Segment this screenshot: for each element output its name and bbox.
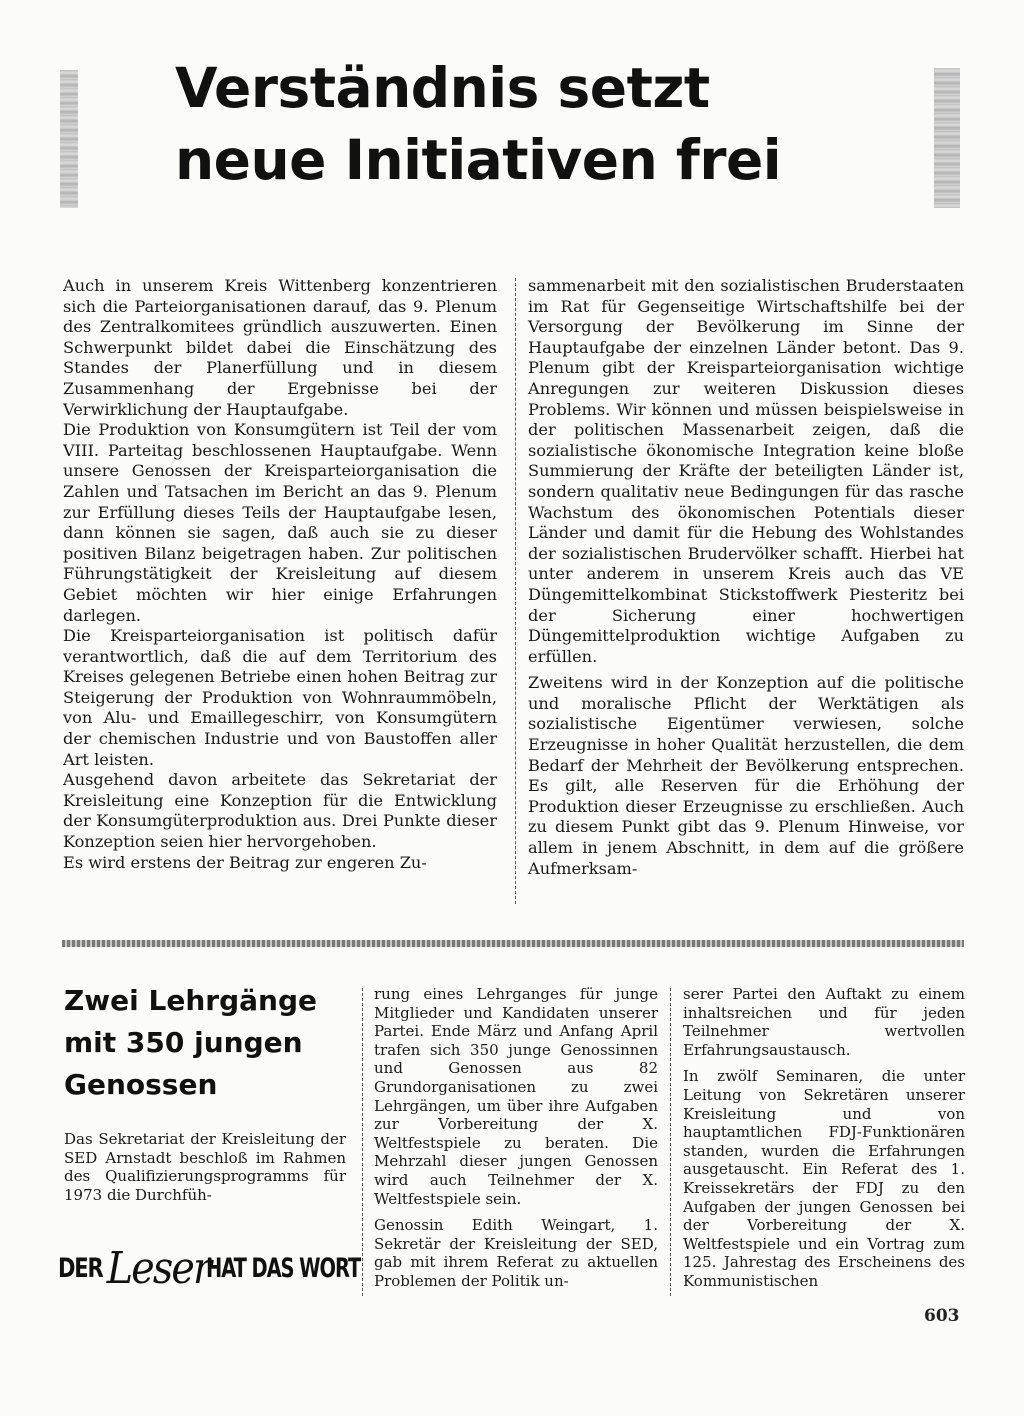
column-divider: [670, 988, 671, 1296]
logo-leser: Leser: [106, 1242, 211, 1294]
second-article-column-2: [374, 985, 658, 1291]
article-headline: [175, 52, 895, 196]
section-separator: [62, 940, 964, 947]
paragraph: rung eines Lehrganges für junge Mitglieder und Kandidaten unserer Partei. Ende März und Anfang April trafen sich 350 junge Genossinnen und Genossen aus 82 Grundorganisationen zu zwei Lehrgängen, um über ihre Aufgaben zur Vorbereitung der X. Weltfestspiele zu beraten. Die Mehrzahl dieser jungen Genossen wird auch Teilnehmer der X. Weltfestspiele sein.: [374, 985, 658, 1208]
paragraph: Zweitens wird in der Konzeption auf die politische und moralische Pflicht der Werktätigen als sozialistische Eigentümer verwiesen, solche Erzeugnisse in hoher Qualität herzustellen, die dem Bedarf der Mehrheit der Bevölkerung entsprechen. Es gilt, alle Reserven für die Erhöhung der Produktion dieser Erzeugnisse zu erschließen. Auch zu diesem Punkt gibt das 9. Plenum Hinweise, vor allem in jenem Abschnitt, in dem auf die größere Aufmerksam-: [528, 673, 964, 878]
paragraph: serer Partei den Auftakt zu einem inhaltsreichen und für jeden Teilnehmer wertvollen Erfahrungsaustausch.: [683, 985, 965, 1059]
title-line: mit 350 jungen: [64, 1026, 303, 1059]
page-number: 603: [924, 1306, 960, 1326]
reader-forum-logo: [58, 1238, 361, 1298]
column-divider: [362, 988, 363, 1296]
paragraph: Die Produktion von Konsumgütern ist Teil der vom VIII. Parteitag beschlossenen Hauptaufgabe. Wenn unsere Genossen der Kreisparteiorganisation die Zahlen und Tatsachen im Bericht an das 9. Plenum zur Erfüllung dieses Teils der Hauptaufgabe lesen, dann können sie sagen, daß auch sie zu dieser positiven Bilanz beigetragen haben. Zur politischen Führungstätigkeit der Kreisleitung auf diesem Gebiet möchten wir hier einige Erfahrungen darlegen.: [63, 420, 497, 625]
paragraph: Das Sekretariat der Kreisleitung der SED Arnstadt beschloß im Rahmen des Qualifizierungsprogramms für 1973 die Durchfüh-: [64, 1130, 346, 1204]
paragraph: Genossin Edith Weingart, 1. Sekretär der Kreisleitung der SED, gab mit ihrem Referat zu aktuellen Problemen der Politik un-: [374, 1216, 658, 1290]
title-line: Zwei Lehrgänge: [64, 984, 317, 1017]
article-column-1: [63, 276, 497, 873]
left-margin-bar: [60, 70, 78, 208]
paragraph: sammenarbeit mit den sozialistischen Bruderstaaten im Rat für Gegenseitige Wirtschaftshilfe bei der Versorgung der Bevölkerung im Sinne der Hauptaufgabe der einzelnen Länder betont. Das 9. Plenum gibt der Kreisparteiorganisation wichtige Anregungen zur weiteren Diskussion dieses Problems. Wir können und müssen beispielsweise in der politischen Massenarbeit zeigen, daß die sozialistische ökonomische Integration keine bloße Summierung der Kräfte der beteiligten Länder ist, sondern qualitativ neue Bedingungen für das rasche Wachstum des ökonomischen Potentials dieser Länder und damit für die Hebung des Wohlstandes der sozialistischen Brudervölker schafft. Hierbei hat unter anderem in unserem Kreis auch das VE Düngemittelkombinat Stickstoffwerk Piesteritz bei der Sicherung einer hochwertigen Düngemittelproduktion wichtige Aufgaben zu erfüllen.: [528, 276, 964, 666]
second-article-column-3: [683, 985, 965, 1291]
second-article-title: [64, 980, 354, 1106]
logo-der: DER: [58, 1252, 103, 1284]
second-article-intro: [64, 1130, 346, 1204]
title-line: Genossen: [64, 1068, 218, 1101]
paragraph: Ausgehend davon arbeitete das Sekretariat der Kreisleitung eine Konzeption für die Entwicklung der Konsumgüterproduktion aus. Drei Punkte dieser Konzeption seien hier hervorgehoben.: [63, 770, 497, 852]
paragraph: Die Kreisparteiorganisation ist politisch dafür verantwortlich, daß die auf dem Territorium des Kreises gelegenen Betriebe einen hohen Beitrag zur Steigerung der Produktion von Wohnraummöbeln, von Alu- und Emaillegeschirr, von Konsumgütern der chemischen Industrie und von Baustoffen aller Art leisten.: [63, 626, 497, 769]
paragraph: Auch in unserem Kreis Wittenberg konzentrieren sich die Parteiorganisationen darauf, das 9. Plenum des Zentralkomitees gründlich auszuwerten. Einen Schwerpunkt bildet dabei die Einschätzung des Standes der Planerfüllung und in diesem Zusammenhang der Ergebnisse bei der Verwirklichung der Hauptaufgabe.: [63, 276, 497, 419]
headline-line-1: Verständnis setzt: [175, 56, 710, 120]
article-column-2: [528, 276, 964, 879]
paragraph: In zwölf Seminaren, die unter Leitung von Sekretären unserer Kreisleitung und von hauptamtlichen FDJ-Funktionären standen, wurden die Erfahrungen ausgetauscht. Ein Referat des 1. Kreissekretärs der FDJ zu den Aufgaben der jungen Genossen bei der Vorbereitung der X. Weltfestspiele und ein Vortrag zum 125. Jahrestag des Erscheinens des Kommunistischen: [683, 1067, 965, 1290]
logo-hat-das-wort: HAT DAS WORT: [206, 1252, 361, 1284]
column-divider: [515, 278, 516, 904]
right-margin-bar: [934, 68, 960, 208]
paragraph: Es wird erstens der Beitrag zur engeren Zu-: [63, 852, 427, 872]
headline-line-2: neue Initiativen frei: [175, 128, 782, 192]
